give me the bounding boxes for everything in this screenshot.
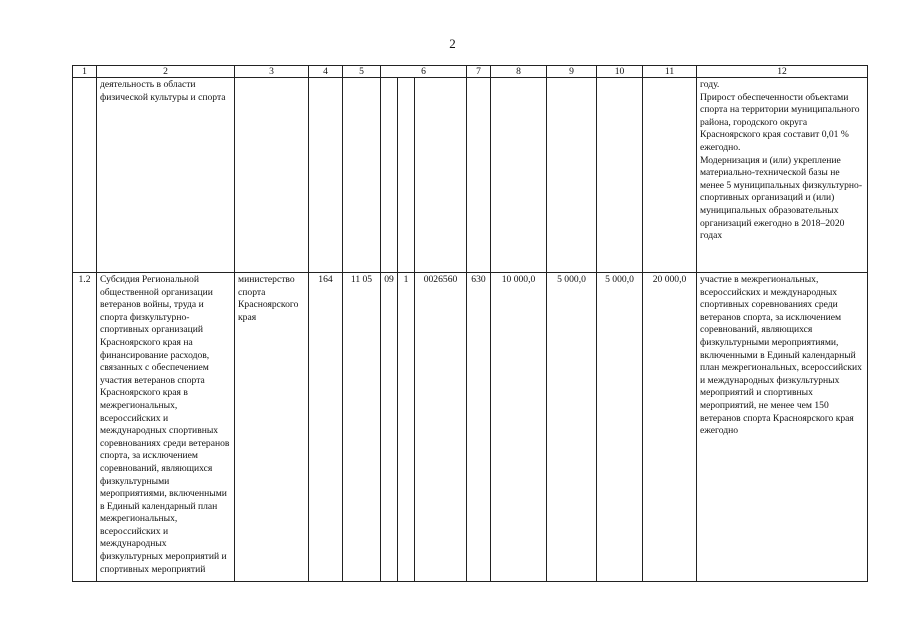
cell-rzpr bbox=[343, 78, 381, 273]
program-activities-table bbox=[72, 65, 868, 582]
header-col-11: 11 bbox=[643, 66, 697, 78]
cell-name: Субсидия Региональной общественной организации ветеранов войны, труда и спорта физкультурно-спортивных организаций Красноярского края на финансирование расходов, связанных с обеспечением участия ветеранов спорта Красноярского края в межрегиональных, всероссийских и международных спортивных соревнованиях среди ветеранов спорта, за исключением соревнований, являющихся физкультурными мероприятиями, включенными в Единый календарный план межрегиональных, всероссийских и международных физкультурных мероприятий и спортивных мероприятий bbox=[97, 273, 235, 582]
header-col-9: 9 bbox=[547, 66, 597, 78]
header-col-6: 6 bbox=[381, 66, 467, 78]
cell-csr-c bbox=[415, 78, 467, 273]
header-col-7: 7 bbox=[467, 66, 491, 78]
cell-result: году. Прирост обеспеченности объектами спорта на территории муниципального района, городского округа Красноярского края составит 0,01 % ежегодно. Модернизация и (или) укрепление материально-технической базы не менее 5 муниципальных физкультурно-спортивных организаций и (или) муниципальных образовательных организаций ежегодно в 2018–2020 годах bbox=[697, 78, 868, 273]
cell-total bbox=[491, 78, 547, 273]
cell-y2019 bbox=[597, 78, 643, 273]
cell-csr-a bbox=[381, 78, 398, 273]
cell-y2018: 5 000,0 bbox=[547, 273, 597, 582]
header-col-4: 4 bbox=[309, 66, 343, 78]
header-col-3: 3 bbox=[235, 66, 309, 78]
header-col-10: 10 bbox=[597, 66, 643, 78]
cell-csr-c: 0026560 bbox=[415, 273, 467, 582]
cell-grbs: 164 bbox=[309, 273, 343, 582]
cell-csr-b bbox=[398, 78, 415, 273]
cell-executor bbox=[235, 78, 309, 273]
cell-y2019: 5 000,0 bbox=[597, 273, 643, 582]
table-row-1-2 bbox=[73, 273, 868, 582]
cell-grbs bbox=[309, 78, 343, 273]
header-col-5: 5 bbox=[343, 66, 381, 78]
cell-y2018 bbox=[547, 78, 597, 273]
header-col-1: 1 bbox=[73, 66, 97, 78]
header-col-2: 2 bbox=[97, 66, 235, 78]
cell-num: 1.2 bbox=[73, 273, 97, 582]
cell-csr-a: 09 bbox=[381, 273, 398, 582]
header-col-12: 12 bbox=[697, 66, 868, 78]
table-row-continued bbox=[73, 78, 868, 273]
cell-vr bbox=[467, 78, 491, 273]
cell-y2020: 20 000,0 bbox=[643, 273, 697, 582]
header-col-8: 8 bbox=[491, 66, 547, 78]
cell-rzpr: 11 05 bbox=[343, 273, 381, 582]
cell-executor: министерство спорта Красноярского края bbox=[235, 273, 309, 582]
cell-name: деятельность в области физической культуры и спорта bbox=[97, 78, 235, 273]
cell-total: 10 000,0 bbox=[491, 273, 547, 582]
cell-vr: 630 bbox=[467, 273, 491, 582]
cell-num bbox=[73, 78, 97, 273]
cell-csr-b: 1 bbox=[398, 273, 415, 582]
header-row bbox=[73, 66, 868, 78]
cell-y2020 bbox=[643, 78, 697, 273]
cell-result: участие в межрегиональных, всероссийских и международных спортивных соревнованиях среди ветеранов спорта, за исключением соревнований, являющихся физкультурными мероприятиями, включенными в Единый календарный план межрегиональных, всероссийских и международных физкультурных мероприятий и спортивных мероприятий, не менее чем 150 ветеранов спорта Красноярского края ежегодно bbox=[697, 273, 868, 582]
page-number: 2 bbox=[449, 36, 456, 51]
